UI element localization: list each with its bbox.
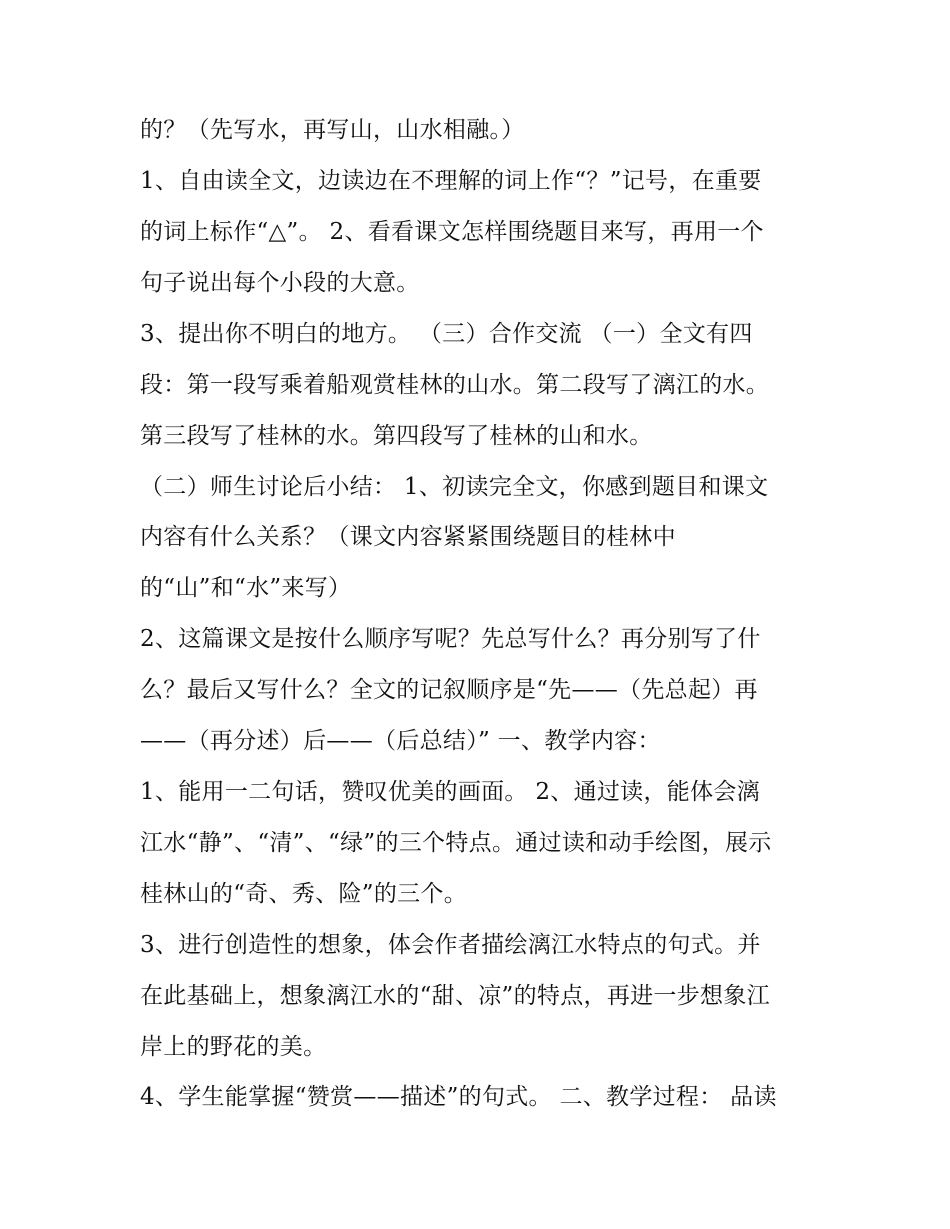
text-line: （二）师生讨论后小结： 1、初读完全文，你感到题目和课文 bbox=[140, 474, 769, 500]
text-line: 么？最后又写什么？全文的记叙顺序是“先——（先总起）再 bbox=[140, 677, 758, 703]
text-line: 江水“静”、“清”、“绿”的三个特点。通过读和动手绘图，展示 bbox=[140, 830, 772, 856]
text-line: 的“山”和“水”来写） bbox=[140, 575, 352, 601]
text-line: 1、能用一二句话，赞叹优美的画面。 2、通过读，能体会漓 bbox=[140, 779, 760, 805]
text-line: 在此基础上，想象漓江水的“甜、凉”的特点，再进一步想象江 bbox=[140, 983, 770, 1009]
text-line: 的词上标作“△”。 2、看看课文怎样围绕题目来写，再用一个 bbox=[140, 219, 764, 245]
text-line: 句子说出每个小段的大意。 bbox=[140, 270, 420, 296]
text-line: 的？（先写水，再写山，山水相融。） bbox=[140, 117, 525, 143]
text-line: 桂林山的“奇、秀、险”的三个。 bbox=[140, 881, 468, 907]
text-line: 岸上的野花的美。 bbox=[140, 1034, 327, 1060]
text-line: 1、自由读全文，边读边在不理解的词上作“？”记号，在重要 bbox=[140, 168, 762, 194]
text-line: ——（再分述）后——（后总结）” 一、教学内容： bbox=[140, 728, 661, 754]
text-line: 段：第一段写乘着船观赏桂林的山水。第二段写了漓江的水。 bbox=[140, 372, 770, 398]
text-line: 2、这篇课文是按什么顺序写呢？先总写什么？再分别写了什 bbox=[140, 626, 761, 652]
text-line: 内容有什么关系？（课文内容紧紧围绕题目的桂林中 bbox=[140, 524, 676, 550]
text-line: 3、进行创造性的想象，体会作者描绘漓江水特点的句式。并 bbox=[140, 932, 761, 958]
text-line: 4、学生能掌握“赞赏——描述”的句式。 二、教学过程： 品读 bbox=[140, 1084, 777, 1110]
text-line: 第三段写了桂林的水。第四段写了桂林的山和水。 bbox=[140, 423, 653, 449]
text-line: 3、提出你不明白的地方。 （三）合作交流 （一）全文有四 bbox=[140, 321, 753, 347]
